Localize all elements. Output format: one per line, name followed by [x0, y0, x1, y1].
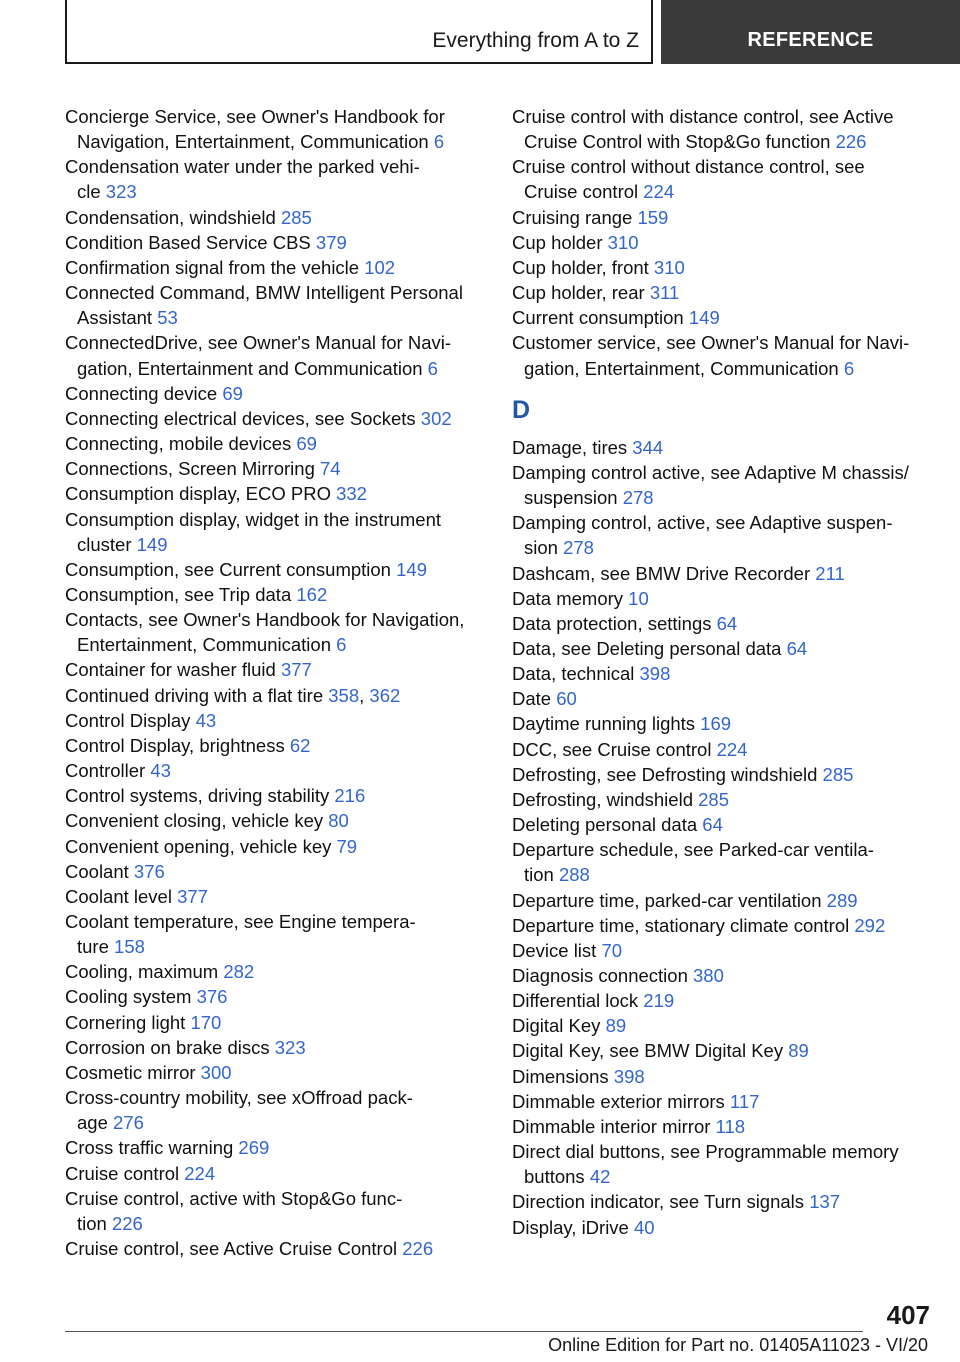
index-entry	[512, 561, 932, 586]
page-reference-link[interactable]: 323	[274, 1036, 306, 1058]
index-entry	[512, 1038, 932, 1063]
page-reference-link[interactable]: 323	[105, 181, 137, 203]
page-reference-link[interactable]: 6	[336, 634, 347, 656]
page-reference-link[interactable]: 282	[223, 961, 255, 983]
page-reference-link[interactable]: 224	[716, 738, 748, 760]
index-entry	[65, 104, 485, 154]
page-reference-link[interactable]: 289	[826, 889, 858, 911]
page-reference-link[interactable]: 169	[700, 713, 732, 735]
index-entry	[65, 758, 485, 783]
page-reference-link[interactable]: 219	[643, 990, 675, 1012]
page-reference-link[interactable]: 149	[688, 307, 720, 329]
entry-text: Dimensions	[512, 1065, 614, 1087]
page-reference-link[interactable]: 64	[786, 637, 808, 659]
entry-text: Customer service, see Owner's Manual for Navi-	[512, 332, 910, 354]
entry-text: Damping control, active, see Adaptive suspen-	[512, 512, 893, 534]
page-reference-link[interactable]: 362	[369, 684, 401, 706]
index-entry	[512, 636, 932, 661]
page-reference-link[interactable]: 69	[296, 433, 317, 455]
section-title-box	[65, 0, 653, 64]
entry-text: Data, see Deleting personal data	[512, 637, 787, 659]
entry-text: Navigation, Entertainment, Communication	[77, 131, 434, 153]
index-group-c-continued	[512, 104, 932, 381]
index-entry	[65, 834, 485, 859]
entry-text: Condensation, windshield	[65, 206, 281, 228]
entry-text: Cross traffic warning	[65, 1137, 239, 1159]
entry-text: Consumption, see Current consumption	[65, 558, 397, 580]
index-entry	[512, 737, 932, 762]
page-reference-link[interactable]: 285	[698, 788, 729, 810]
index-entry	[65, 154, 485, 204]
entry-text: tion	[524, 864, 559, 886]
page-reference-link[interactable]: 358	[328, 684, 360, 706]
reference-tab-label: REFERENCE	[747, 29, 874, 51]
index-entry	[65, 330, 485, 380]
entry-text: suspension	[524, 487, 623, 509]
entry-text: Corrosion on brake discs	[65, 1036, 275, 1058]
entry-text: Data, technical	[512, 663, 640, 685]
entry-text: Contacts, see Owner's Handbook for Navigation,	[65, 609, 465, 631]
entry-text: Controller	[65, 760, 151, 782]
page-reference-link[interactable]: 6	[433, 131, 445, 153]
index-entry	[65, 507, 485, 557]
reference-tab	[661, 0, 960, 64]
entry-text: Departure schedule, see Parked-car ventila-	[512, 839, 874, 861]
footer-edition: Online Edition for Part no. 01405A11023 - VI/20	[548, 1335, 928, 1355]
index-group-d	[512, 435, 932, 1240]
entry-text: Cup holder, rear	[512, 282, 650, 304]
page-reference-link[interactable]: 69	[222, 382, 243, 404]
index-entry	[512, 837, 932, 887]
page-reference-link[interactable]: 380	[693, 965, 724, 986]
page-reference-link[interactable]: 379	[315, 231, 347, 253]
index-entry	[65, 657, 485, 682]
entry-text: age	[77, 1112, 114, 1134]
page-reference-link[interactable]: 149	[136, 533, 168, 555]
page-reference-link[interactable]: 162	[296, 583, 328, 605]
page-reference-link[interactable]: 211	[815, 562, 845, 584]
index-entry	[512, 611, 932, 636]
entry-text: Dimmable interior mirror	[512, 1115, 716, 1137]
page-reference-link[interactable]: 226	[111, 1212, 143, 1234]
page-reference-link[interactable]: 376	[196, 986, 228, 1008]
entry-text: Concierge Service, see Owner's Handbook for	[65, 106, 445, 127]
page-reference-link[interactable]: 102	[364, 256, 396, 278]
index-entry	[512, 963, 932, 988]
entry-text: Container for washer fluid	[65, 659, 281, 681]
page-reference-link[interactable]: 292	[854, 914, 886, 936]
section-title: Everything from A to Z	[432, 29, 639, 52]
entry-text: Diagnosis connection	[512, 965, 693, 986]
entry-text: Connecting electrical devices, see Sockets	[65, 407, 421, 429]
index-entry	[65, 884, 485, 909]
entry-text: Cruise Control with Stop&Go function	[524, 131, 836, 153]
index-entry	[65, 255, 485, 280]
index-entry	[512, 888, 932, 913]
page-reference-link[interactable]: 53	[157, 307, 178, 329]
index-entry	[512, 1064, 932, 1089]
index-entry	[512, 154, 932, 204]
index-entry	[512, 938, 932, 963]
entry-text: Data memory	[512, 587, 629, 609]
entry-text: Connected Command, BMW Intelligent Personal	[65, 282, 463, 304]
entry-text: Coolant	[65, 860, 134, 882]
index-entry	[65, 1161, 485, 1186]
entry-text: ture	[77, 936, 115, 958]
page-reference-link[interactable]: 79	[336, 835, 358, 857]
entry-text: Cosmetic mirror	[65, 1061, 201, 1083]
index-entry	[512, 510, 932, 560]
page-number: 407	[886, 1300, 930, 1330]
index-entry	[65, 406, 485, 431]
page-reference-link[interactable]: 43	[150, 760, 171, 782]
page-reference-link[interactable]: 332	[336, 483, 367, 505]
index-entry	[512, 586, 932, 611]
page-reference-link[interactable]: 40	[633, 1216, 655, 1238]
page-reference-link[interactable]: 89	[605, 1015, 627, 1037]
entry-text: Defrosting, see Defrosting windshield	[512, 763, 823, 785]
page-reference-link[interactable]: 74	[320, 458, 341, 480]
page-reference-link[interactable]: 288	[558, 864, 590, 886]
page-reference-link[interactable]: 149	[396, 558, 427, 580]
entry-text: Cruise control, see Active Cruise Control	[65, 1238, 403, 1260]
entry-text: Condensation water under the parked vehi-	[65, 156, 420, 178]
entry-text: Connecting, mobile devices	[65, 433, 297, 455]
index-entry	[512, 230, 932, 255]
index-entry	[512, 686, 932, 711]
entry-text: Data protection, settings	[512, 612, 717, 634]
entry-text: Condition Based Service CBS	[65, 231, 316, 253]
page-reference-link[interactable]: 276	[113, 1112, 144, 1134]
page-reference-link[interactable]: 60	[556, 688, 577, 710]
page-reference-link[interactable]: 6	[843, 357, 855, 379]
entry-text: Cruise control without distance control, see	[512, 156, 865, 178]
page-reference-link[interactable]: 224	[643, 181, 675, 203]
page-reference-link[interactable]: 226	[835, 131, 867, 153]
page-reference-link[interactable]: 310	[607, 231, 639, 253]
entry-text: Direct dial buttons, see Programmable memory	[512, 1141, 899, 1163]
index-entry	[65, 280, 485, 330]
entry-text: Coolant level	[65, 885, 178, 907]
index-entry	[512, 460, 932, 510]
index-entry	[65, 859, 485, 884]
entry-text: Current consumption	[512, 307, 689, 329]
entry-text: Entertainment, Communication	[77, 634, 337, 656]
entry-text: Date	[512, 688, 557, 710]
entry-text: Cruise control with distance control, see Active	[512, 106, 894, 127]
index-entry	[65, 456, 485, 481]
page-header	[65, 0, 960, 64]
entry-text: Assistant	[77, 307, 158, 329]
entry-text: cle	[77, 181, 106, 203]
index-column-left	[65, 104, 485, 1261]
page-reference-link[interactable]: 80	[328, 810, 349, 832]
index-entry	[512, 104, 932, 154]
index-entry	[512, 762, 932, 787]
index-entry	[65, 205, 485, 230]
entry-text: Deleting personal data	[512, 814, 703, 836]
entry-text: Damage, tires	[512, 436, 633, 458]
index-entry	[65, 481, 485, 506]
entry-text: Differential lock	[512, 990, 644, 1012]
entry-text: Convenient closing, vehicle key	[65, 810, 329, 832]
page-reference-link[interactable]: 70	[601, 939, 623, 961]
page-reference-link[interactable]: 376	[133, 860, 165, 882]
entry-text: Connections, Screen Mirroring	[65, 458, 320, 480]
index-entry	[512, 661, 932, 686]
page-reference-link[interactable]: 224	[184, 1162, 216, 1184]
entry-text: Device list	[512, 939, 602, 961]
entry-text: Consumption display, widget in the instrument	[65, 508, 442, 530]
page-reference-link[interactable]: 226	[402, 1238, 434, 1260]
page-reference-link[interactable]: 216	[334, 785, 366, 807]
entry-text: Digital Key	[512, 1015, 606, 1037]
page-reference-link[interactable]: 158	[114, 936, 145, 958]
index-entry	[512, 787, 932, 812]
index-entry	[65, 557, 485, 582]
entry-text: Control Display, brightness	[65, 734, 290, 756]
index-entry	[512, 205, 932, 230]
entry-text: DCC, see Cruise control	[512, 738, 717, 760]
index-entry	[65, 582, 485, 607]
index-entry	[512, 988, 932, 1013]
index-entry	[65, 230, 485, 255]
index-entry	[65, 733, 485, 758]
page-reference-link[interactable]: 269	[238, 1137, 270, 1159]
entry-text: Cornering light	[65, 1011, 191, 1033]
page-reference-link[interactable]: 310	[653, 256, 685, 278]
page-reference-link[interactable]: 278	[563, 537, 594, 559]
entry-text: ConnectedDrive, see Owner's Manual for Navi-	[65, 332, 452, 354]
page-reference-link[interactable]: 64	[702, 814, 723, 836]
page-reference-link[interactable]: 10	[628, 587, 649, 609]
entry-text: gation, Entertainment and Communication	[77, 357, 428, 379]
index-entry	[65, 808, 485, 833]
page-reference-link[interactable]: 344	[632, 436, 664, 458]
index-entry	[65, 607, 485, 657]
index-entry	[512, 1189, 932, 1214]
index-entry	[65, 909, 485, 959]
entry-text: Direction indicator, see Turn signals	[512, 1191, 810, 1213]
index-entry	[512, 435, 932, 460]
index-entry	[512, 1139, 932, 1189]
index-entry	[65, 431, 485, 456]
entry-text: Connecting device	[65, 382, 223, 404]
entry-text: Cup holder	[512, 231, 608, 253]
entry-text: Defrosting, windshield	[512, 788, 699, 810]
entry-text: Dimmable exterior mirrors	[512, 1090, 730, 1112]
entry-text: Control systems, driving stability	[65, 785, 335, 807]
entry-text: Consumption, see Trip data	[65, 583, 297, 605]
entry-text: Display, iDrive	[512, 1216, 634, 1238]
index-entry	[65, 984, 485, 1009]
index-entry	[512, 1215, 932, 1240]
index-entry	[65, 1085, 485, 1135]
index-entry	[65, 1010, 485, 1035]
entry-text: Departure time, stationary climate control	[512, 914, 855, 936]
page-reference-link[interactable]: 89	[788, 1040, 809, 1062]
index-entry	[65, 708, 485, 733]
page-reference-link[interactable]: 398	[613, 1065, 645, 1087]
index-entry	[65, 1135, 485, 1160]
entry-text: Digital Key, see BMW Digital Key	[512, 1040, 789, 1062]
page-reference-link[interactable]: 398	[639, 663, 671, 685]
index-entry	[512, 1013, 932, 1038]
page-reference-link[interactable]: 377	[280, 659, 312, 681]
entry-text: Cooling, maximum	[65, 961, 224, 983]
page-reference-link[interactable]: 170	[190, 1011, 222, 1033]
entry-text: Cross-country mobility, see xOffroad pack-	[65, 1087, 413, 1109]
entry-text: Damping control active, see Adaptive M chassis/	[512, 461, 909, 483]
entry-text: Dashcam, see BMW Drive Recorder	[512, 562, 816, 584]
entry-text: Cruise control	[524, 181, 644, 203]
index-entry	[512, 1089, 932, 1114]
index-entry	[65, 381, 485, 406]
page-reference-link[interactable]: 285	[280, 206, 312, 228]
index-entry	[512, 330, 932, 380]
entry-text: Daytime running lights	[512, 713, 701, 735]
page-reference-link[interactable]: 285	[822, 763, 854, 785]
index-entry	[512, 305, 932, 330]
entry-text: Consumption display, ECO PRO	[65, 483, 337, 505]
page-reference-link[interactable]: 302	[420, 407, 452, 429]
page-reference-link[interactable]: 300	[200, 1061, 232, 1083]
entry-text: Departure time, parked-car ventilation	[512, 889, 827, 911]
index-entry	[512, 255, 932, 280]
index-entry	[65, 959, 485, 984]
entry-text: tion	[77, 1212, 112, 1234]
index-column-right	[512, 104, 932, 1240]
index-entry	[65, 1035, 485, 1060]
page-reference-link[interactable]: 6	[427, 357, 438, 379]
page-reference-link[interactable]: 159	[637, 206, 669, 228]
entry-text: Cooling system	[65, 986, 197, 1008]
index-entry	[512, 913, 932, 938]
page-reference-link[interactable]: 64	[716, 612, 738, 634]
entry-text: Confirmation signal from the vehicle	[65, 256, 365, 278]
page-reference-link[interactable]: 377	[177, 885, 208, 907]
index-entry	[512, 711, 932, 736]
entry-text: Cruise control, active with Stop&Go func-	[65, 1187, 403, 1209]
page-reference-link[interactable]: 118	[715, 1115, 746, 1137]
entry-text: Cup holder, front	[512, 256, 654, 278]
footer-rule	[65, 1331, 863, 1332]
page-reference-link[interactable]: 311	[649, 282, 680, 304]
page-reference-link[interactable]: 62	[289, 734, 311, 756]
entry-text: sion	[524, 537, 564, 559]
entry-text: Cruise control	[65, 1162, 185, 1184]
index-entry: Continued driving with a flat tire 358, 362	[65, 684, 401, 706]
entry-text: Control Display	[65, 709, 196, 731]
section-letter-d: D	[512, 395, 531, 424]
entry-text: Cruising range	[512, 206, 638, 228]
index-entry	[65, 1060, 485, 1085]
page-reference-link[interactable]: 42	[589, 1166, 611, 1188]
index-entry	[65, 1236, 485, 1261]
index-entry	[512, 812, 932, 837]
entry-text: Continued driving with a flat tire	[65, 684, 329, 706]
entry-text: cluster	[77, 533, 137, 555]
entry-text: buttons	[524, 1166, 590, 1188]
page-reference-link[interactable]: 278	[622, 487, 654, 509]
index-entry	[65, 1186, 485, 1236]
page-reference-link[interactable]: 137	[809, 1191, 841, 1213]
page-reference-link[interactable]: 117	[729, 1090, 760, 1112]
entry-text: gation, Entertainment, Communication	[524, 357, 844, 379]
index-entry	[512, 280, 932, 305]
index-entry	[512, 1114, 932, 1139]
entry-text: Convenient opening, vehicle key	[65, 835, 337, 857]
entry-text: Coolant temperature, see Engine tempera-	[65, 911, 416, 932]
index-entry	[65, 783, 485, 808]
page-reference-link[interactable]: 43	[195, 709, 217, 731]
